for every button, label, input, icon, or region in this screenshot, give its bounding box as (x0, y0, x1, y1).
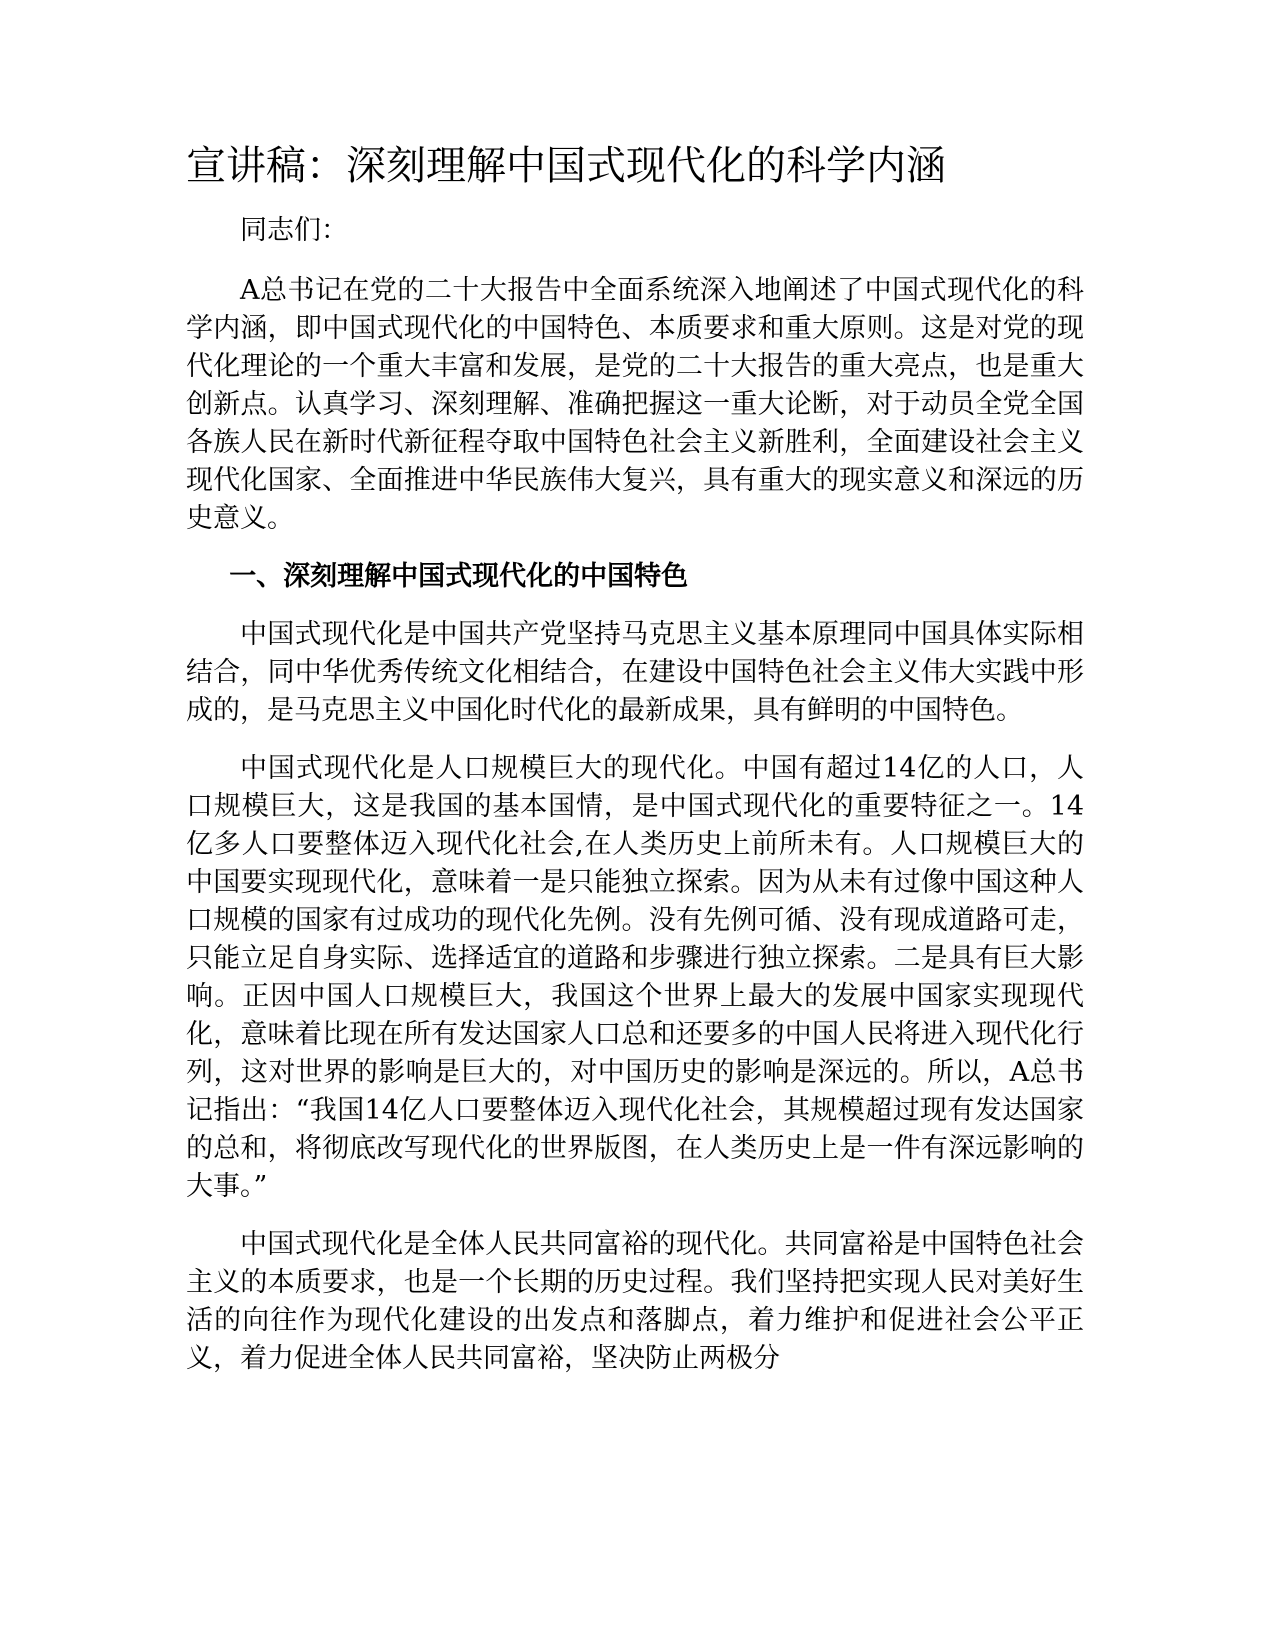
section1-paragraph-2: 中国式现代化是人口规模巨大的现代化。中国有超过14亿的人口，人口规模巨大，这是我国的基本国情，是中国式现代化的重要特征之一。14亿多人口要整体迈入现代化社会,在人类历史上前所未有。人口规模巨大的中国要实现现代化，意味着一是只能独立探索。因为从未有过像中国这种人口规模的国家有过成功的现代化先例。没有先例可循、没有现成道路可走，只能立足自身实际、选择适宜的道路和步骤进行独立探索。二是具有巨大影响。正因中国人口规模巨大，我国这个世界上最大的发展中国家实现现代化，意味着比现在所有发达国家人口总和还要多的中国人民将进入现代化行列，这对世界的影响是巨大的，对中国历史的影响是深远的。所以，A总书记指出：“我国14亿人口要整体迈入现代化社会，其规模超过现有发达国家的总和，将彻底改写现代化的世界版图，在人类历史上是一件有深远影响的大事。” (186, 753, 1084, 1202)
section1-paragraph-3: 中国式现代化是全体人民共同富裕的现代化。共同富裕是中国特色社会主义的本质要求，也是一个长期的历史过程。我们坚持把实现人民对美好生活的向往作为现代化建设的出发点和落脚点，着力维护和促进社会公平正义，着力促进全体人民共同富裕，坚决防止两极分 (186, 1229, 1084, 1374)
section1-paragraph-1: 中国式现代化是中国共产党坚持马克思主义基本原理同中国具体实际相结合，同中华优秀传统文化相结合，在建设中国特色社会主义伟大实践中形成的，是马克思主义中国化时代化的最新成果，具有鲜明的中国特色。 (186, 619, 1084, 726)
salutation: 同志们： (240, 215, 348, 246)
document-title: 宣讲稿：深刻理解中国式现代化的科学内涵 (186, 143, 946, 189)
document-page (186, 140, 1084, 1398)
intro-paragraph: A总书记在党的二十大报告中全面系统深入地阐述了中国式现代化的科学内涵，即中国式现代化的中国特色、本质要求和重大原则。这是对党的现代化理论的一个重大丰富和发展，是党的二十大报告的重大亮点，也是重大创新点。认真学习、深刻理解、准确把握这一重大论断，对于动员全党全国各族人民在新时代新征程夺取中国特色社会主义新胜利，全面建设社会主义现代化国家、全面推进中华民族伟大复兴，具有重大的现实意义和深远的历史意义。 (186, 275, 1084, 534)
section-heading-1: 一、深刻理解中国式现代化的中国特色 (229, 561, 689, 592)
